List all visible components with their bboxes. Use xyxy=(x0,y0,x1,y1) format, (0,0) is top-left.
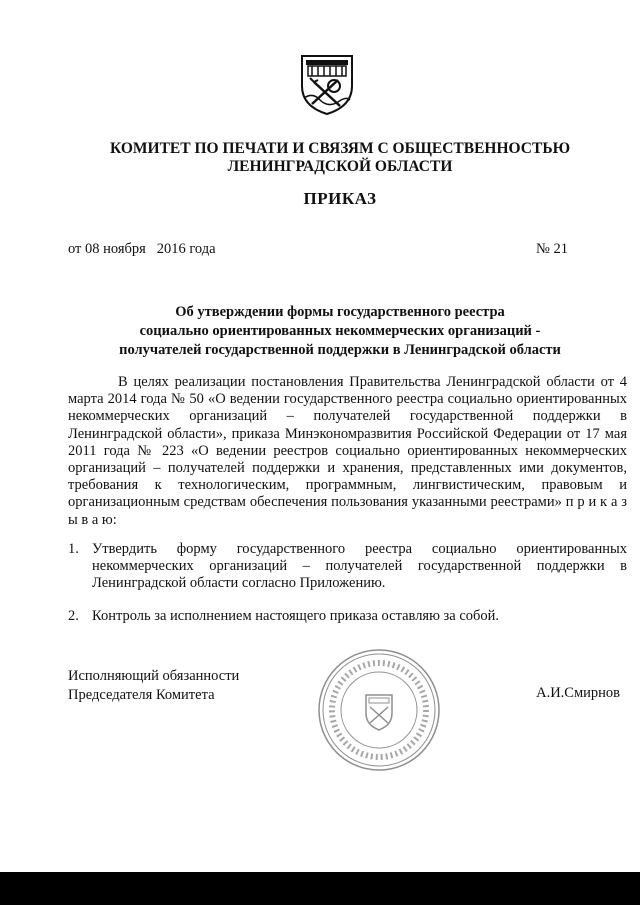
subject-line2: социально ориентированных некоммерческих организаций - xyxy=(139,323,541,339)
scan-border-bar xyxy=(0,872,640,905)
list-item xyxy=(68,541,627,593)
list-item-number: 2. xyxy=(68,608,79,624)
preamble-text: В целях реализации постановления Правительства Ленинградской области от 4 марта 2014 года № 50 «О ведении государственного реестра социально ориентированных некоммерческих организаций – получателей государственной поддержки в Ленинградской области», приказа Минэкономразвития Российской Федерации от 17 мая 2011 года № 223 «О ведении реестров социально ориентированных некоммерческих организаций – получателей поддержки и хранения, представленных ими документов, требования к технологическим, программным, лингвистическим, правовым и организационным средствам обеспечения пользования указанными реестрами» п р и к а з ы в а ю: xyxy=(68,374,627,528)
subject-line3: получателей государственной поддержки в Ленинградской области xyxy=(119,342,561,358)
position-line1: Исполняющий обязанности xyxy=(68,668,240,684)
coat-of-arms-icon xyxy=(298,52,356,116)
committee-name-line2: ЛЕНИНГРАДСКОЙ ОБЛАСТИ xyxy=(227,158,453,175)
subject-line1: Об утверждении формы государственного реестра xyxy=(175,304,505,320)
list-item-text: Контроль за исполнением настоящего приказа оставляю за собой. xyxy=(92,608,500,624)
order-subject xyxy=(80,303,600,360)
signatory-name: А.И.Смирнов xyxy=(536,685,620,701)
list-item-number: 1. xyxy=(68,541,79,557)
list-item-text: Утвердить форму государственного реестра социально ориентированных некоммерческих организаций – получателей государственной поддержки в Ленинградской области согласно Приложению. xyxy=(92,541,627,592)
signatory-position xyxy=(68,667,239,705)
order-number: № 21 xyxy=(536,241,568,257)
committee-name-line1: КОМИТЕТ ПО ПЕЧАТИ И СВЯЗЯМ С ОБЩЕСТВЕННОСТЬЮ xyxy=(109,140,571,157)
official-seal-icon xyxy=(316,647,442,773)
preamble-paragraph xyxy=(68,374,627,529)
list-item xyxy=(68,608,627,625)
order-date: от 08 ноября 2016 года xyxy=(68,241,216,257)
position-line2: Председателя Комитета xyxy=(68,687,215,703)
order-title: ПРИКАЗ xyxy=(303,189,377,208)
